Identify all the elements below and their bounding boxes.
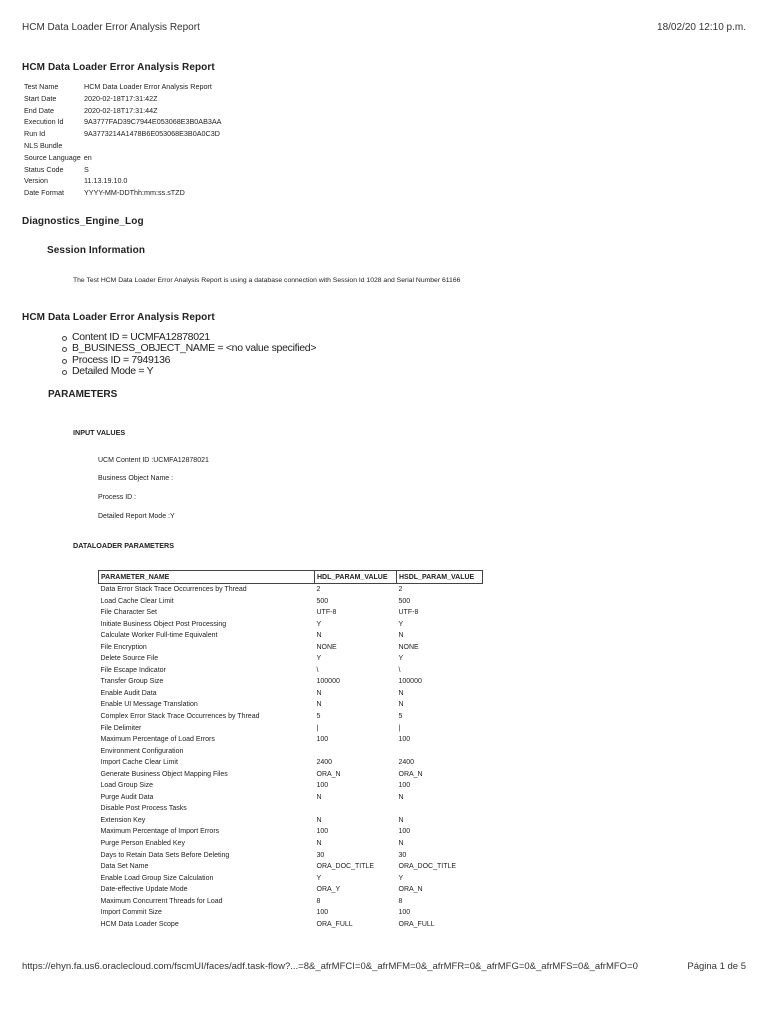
metadata-value: 2020-02-18T17:31:44Z — [84, 105, 158, 115]
metadata-block — [24, 81, 221, 199]
table-row — [99, 723, 483, 735]
diagnostics-title: Diagnostics_Engine_Log — [22, 216, 144, 227]
cell-parameter-name: Purge Person Enabled Key — [100, 840, 185, 848]
table-row — [99, 769, 483, 781]
cell-hsdl-value: 8 — [398, 897, 403, 905]
cell-parameter-name: Load Group Size — [100, 782, 154, 790]
table-row — [99, 826, 483, 838]
table-row — [99, 792, 483, 804]
cell-parameter-name: Complex Error Stack Trace Occurrences by Thread — [100, 713, 260, 721]
metadata-key: Source Language — [24, 152, 81, 162]
cell-hsdl-value: UTF-8 — [398, 609, 419, 617]
cell-hsdl-value: ORA_DOC_TITLE — [398, 863, 457, 871]
cell-parameter-name: Enable Audit Data — [100, 689, 157, 697]
bullet-item: Content ID = UCMFA12878021 — [62, 332, 316, 343]
cell-hdl-value: N — [316, 689, 322, 697]
session-text: The Test HCM Data Loader Error Analysis Report is using a database connection with Session Id 1028 and Serial Number 61166 — [73, 277, 461, 284]
table-row — [99, 711, 483, 723]
cell-parameter-name: Maximum Percentage of Import Errors — [100, 828, 220, 836]
cell-parameter-name: Data Error Stack Trace Occurrences by Thread — [100, 586, 247, 593]
metadata-row — [24, 93, 221, 105]
cell-parameter-name: Maximum Percentage of Load Errors — [100, 736, 215, 744]
cell-hsdl-value: N — [398, 632, 404, 640]
input-value-detailed-mode: Detailed Report Mode :Y — [98, 513, 175, 520]
cell-hdl-value: 100 — [316, 782, 329, 790]
print-footer-url: https://ehyn.fa.us6.oraclecloud.com/fscmUI/faces/adf.task-flow?...=8&_afrMFCI=0&_afrMFM=0&_afrMFR=0&_afrMFG=0&_afrMFS=0&_afrMFO=0 — [22, 961, 638, 972]
cell-hdl-value: 2400 — [316, 759, 333, 767]
print-footer-page: Página 1 de 5 — [687, 961, 746, 972]
metadata-row — [24, 140, 221, 152]
cell-parameter-name: Transfer Group Size — [100, 678, 164, 686]
table-row — [99, 607, 483, 619]
col-header-hsdl-param-value: HSDL_PARAM_VALUE — [397, 571, 483, 584]
parameters-title: PARAMETERS — [48, 389, 118, 400]
table-row — [99, 676, 483, 688]
cell-hsdl-value: ORA_N — [398, 770, 423, 778]
metadata-row — [24, 128, 221, 140]
table-row — [99, 734, 483, 746]
metadata-value: S — [84, 164, 89, 174]
cell-hdl-value: ORA_Y — [316, 886, 341, 894]
metadata-key: Test Name — [24, 82, 59, 91]
cell-hsdl-value: ORA_FULL — [398, 920, 435, 928]
cell-hsdl-value: N — [398, 840, 404, 848]
cell-parameter-name: Purge Audit Data — [100, 793, 154, 801]
cell-hsdl-value: 100 — [398, 909, 411, 917]
cell-parameter-name: Environment Configuration — [100, 747, 184, 755]
table-row — [99, 907, 483, 919]
cell-hsdl-value: 100 — [398, 736, 411, 744]
cell-parameter-name: Import Cache Clear Limit — [100, 759, 178, 767]
col-header-parameter-name: PARAMETER_NAME — [99, 571, 315, 584]
cell-hdl-value: N — [316, 816, 322, 824]
cell-parameter-name: Initiate Business Object Post Processing — [100, 620, 227, 628]
metadata-value: 9A3773214A1478B6E053068E3B0A0C3D — [84, 129, 220, 139]
dataloader-parameters-table — [98, 570, 483, 930]
print-header-title: HCM Data Loader Error Analysis Report — [22, 22, 200, 33]
cell-hdl-value: UTF-8 — [316, 609, 337, 617]
metadata-key: NLS Bundle — [24, 140, 63, 150]
metadata-row — [24, 187, 221, 199]
metadata-value: 11.13.19.10.0 — [84, 176, 128, 186]
cell-hsdl-value: 30 — [398, 851, 407, 859]
cell-hsdl-value: N — [398, 689, 404, 697]
table-row — [99, 873, 483, 885]
metadata-row — [24, 116, 221, 128]
col-header-hdl-param-value: HDL_PARAM_VALUE — [315, 571, 397, 584]
report-title-2: HCM Data Loader Error Analysis Report — [22, 312, 215, 323]
metadata-value: YYYY-MM-DDThh:mm:ss.sTZD — [84, 188, 185, 198]
table-row — [99, 815, 483, 827]
table-row — [99, 803, 483, 815]
input-value-process-id: Process ID : — [98, 494, 137, 501]
input-value-business-object: Business Object Name : — [98, 475, 174, 482]
table-row — [99, 688, 483, 700]
cell-parameter-name: Days to Retain Data Sets Before Deleting — [100, 851, 230, 859]
input-value-ucm: UCM Content ID :UCMFA12878021 — [98, 457, 209, 464]
parameter-bullets — [62, 332, 316, 378]
cell-hdl-value: 30 — [316, 851, 325, 859]
cell-hdl-value: 100 — [316, 909, 329, 917]
table-row — [99, 584, 483, 596]
cell-parameter-name: Delete Source File — [100, 655, 159, 663]
table-row — [99, 619, 483, 631]
cell-hdl-value — [315, 803, 397, 815]
table-row — [99, 780, 483, 792]
table-row — [99, 757, 483, 769]
cell-hsdl-value: ORA_N — [398, 886, 423, 894]
cell-hdl-value: \ — [316, 666, 319, 674]
cell-hdl-value: N — [316, 632, 322, 640]
print-header-datetime: 18/02/20 12:10 p.m. — [657, 22, 746, 33]
metadata-row — [24, 175, 221, 187]
table-row — [99, 596, 483, 608]
cell-parameter-name: Date-effective Update Mode — [100, 886, 188, 894]
metadata-key: Status Code — [24, 164, 64, 174]
table-row — [99, 861, 483, 873]
table-row — [99, 665, 483, 677]
table-row — [99, 896, 483, 908]
bullet-item: Detailed Mode = Y — [62, 366, 316, 377]
metadata-value: HCM Data Loader Error Analysis Report — [84, 82, 212, 91]
cell-parameter-name: Calculate Worker Full-time Equivalent — [100, 632, 218, 640]
table-row — [99, 850, 483, 862]
session-title: Session Information — [47, 245, 146, 256]
table-row — [99, 746, 483, 758]
cell-parameter-name: Data Set Name — [100, 863, 149, 871]
metadata-row — [24, 152, 221, 164]
cell-parameter-name: Disable Post Process Tasks — [100, 805, 187, 813]
cell-parameter-name: File Escape Indicator — [100, 666, 166, 674]
cell-parameter-name: Generate Business Object Mapping Files — [100, 770, 228, 778]
table-row — [99, 653, 483, 665]
cell-hsdl-value: 2 — [398, 586, 403, 593]
table-header-row — [99, 571, 483, 584]
cell-hsdl-value: Y — [398, 874, 404, 882]
metadata-row — [24, 105, 221, 117]
metadata-key: Start Date — [24, 93, 57, 103]
cell-hsdl-value: N — [398, 793, 404, 801]
cell-hsdl-value — [397, 803, 483, 815]
cell-hdl-value: N — [316, 793, 322, 801]
cell-hdl-value — [315, 746, 397, 758]
metadata-row — [24, 164, 221, 176]
cell-hdl-value: ORA_FULL — [316, 920, 353, 928]
cell-hdl-value: | — [316, 724, 319, 732]
input-values-title: INPUT VALUES — [73, 428, 126, 437]
cell-hdl-value: 2 — [316, 586, 321, 593]
cell-parameter-name: Extension Key — [100, 816, 146, 824]
metadata-key: Version — [24, 176, 48, 186]
cell-hsdl-value: Y — [398, 620, 404, 628]
cell-hsdl-value: 5 — [398, 713, 403, 721]
table-row — [99, 919, 483, 931]
metadata-value: en — [83, 152, 92, 162]
report-title: HCM Data Loader Error Analysis Report — [22, 62, 215, 73]
metadata-key: End Date — [24, 105, 54, 115]
table-row — [99, 642, 483, 654]
cell-parameter-name: File Delimiter — [100, 724, 142, 732]
table-row — [99, 630, 483, 642]
cell-parameter-name: Maximum Concurrent Threads for Load — [100, 897, 223, 905]
metadata-key: Date Format — [24, 188, 64, 198]
cell-hdl-value: ORA_DOC_TITLE — [316, 863, 375, 871]
cell-parameter-name: HCM Data Loader Scope — [100, 920, 179, 928]
table-row — [99, 838, 483, 850]
cell-hdl-value: N — [316, 840, 322, 848]
metadata-key: Execution Id — [24, 117, 64, 127]
metadata-value: 2020-02-18T17:31:42Z — [84, 93, 158, 103]
cell-hdl-value: 5 — [316, 713, 321, 721]
cell-hsdl-value: 2400 — [398, 759, 415, 767]
metadata-value: 9A3777FAD39C7944E053068E3B0AB3AA — [84, 117, 222, 127]
cell-hsdl-value: | — [398, 724, 401, 732]
cell-hdl-value: 8 — [316, 897, 321, 905]
cell-hsdl-value: 100 — [398, 782, 411, 790]
cell-hdl-value: 100 — [316, 828, 329, 836]
cell-hsdl-value: Y — [398, 655, 404, 663]
cell-hsdl-value: \ — [398, 666, 401, 674]
cell-parameter-name: Import Commit Size — [100, 909, 162, 917]
cell-hdl-value: 100000 — [316, 678, 340, 686]
cell-hdl-value: 500 — [316, 597, 329, 605]
cell-hdl-value: N — [316, 701, 322, 709]
cell-parameter-name: Enable UI Message Translation — [100, 701, 198, 709]
cell-parameter-name: File Character Set — [100, 609, 157, 617]
cell-parameter-name: File Encryption — [100, 643, 147, 651]
cell-hsdl-value: NONE — [398, 643, 419, 651]
cell-hdl-value: Y — [316, 874, 322, 882]
table-row — [99, 699, 483, 711]
metadata-key: Run Id — [24, 129, 46, 139]
cell-parameter-name: Enable Load Group Size Calculation — [100, 874, 214, 882]
cell-hsdl-value — [397, 746, 483, 758]
bullet-item: B_BUSINESS_OBJECT_NAME = <no value specified> — [62, 343, 316, 354]
cell-hdl-value: Y — [316, 655, 322, 663]
cell-hsdl-value: 100 — [398, 828, 411, 836]
cell-hsdl-value: 100000 — [398, 678, 422, 686]
cell-hdl-value: 100 — [316, 736, 329, 744]
cell-hsdl-value: 500 — [398, 597, 411, 605]
cell-parameter-name: Load Cache Clear Limit — [100, 597, 174, 605]
dataloader-title: DATALOADER PARAMETERS — [73, 541, 175, 550]
cell-hsdl-value: N — [398, 701, 404, 709]
cell-hdl-value: NONE — [316, 643, 337, 651]
cell-hsdl-value: N — [398, 816, 404, 824]
metadata-row — [24, 81, 221, 93]
table-row — [99, 884, 483, 896]
cell-hdl-value: ORA_N — [316, 770, 341, 778]
cell-hdl-value: Y — [316, 620, 322, 628]
bullet-item: Process ID = 7949136 — [62, 355, 316, 366]
